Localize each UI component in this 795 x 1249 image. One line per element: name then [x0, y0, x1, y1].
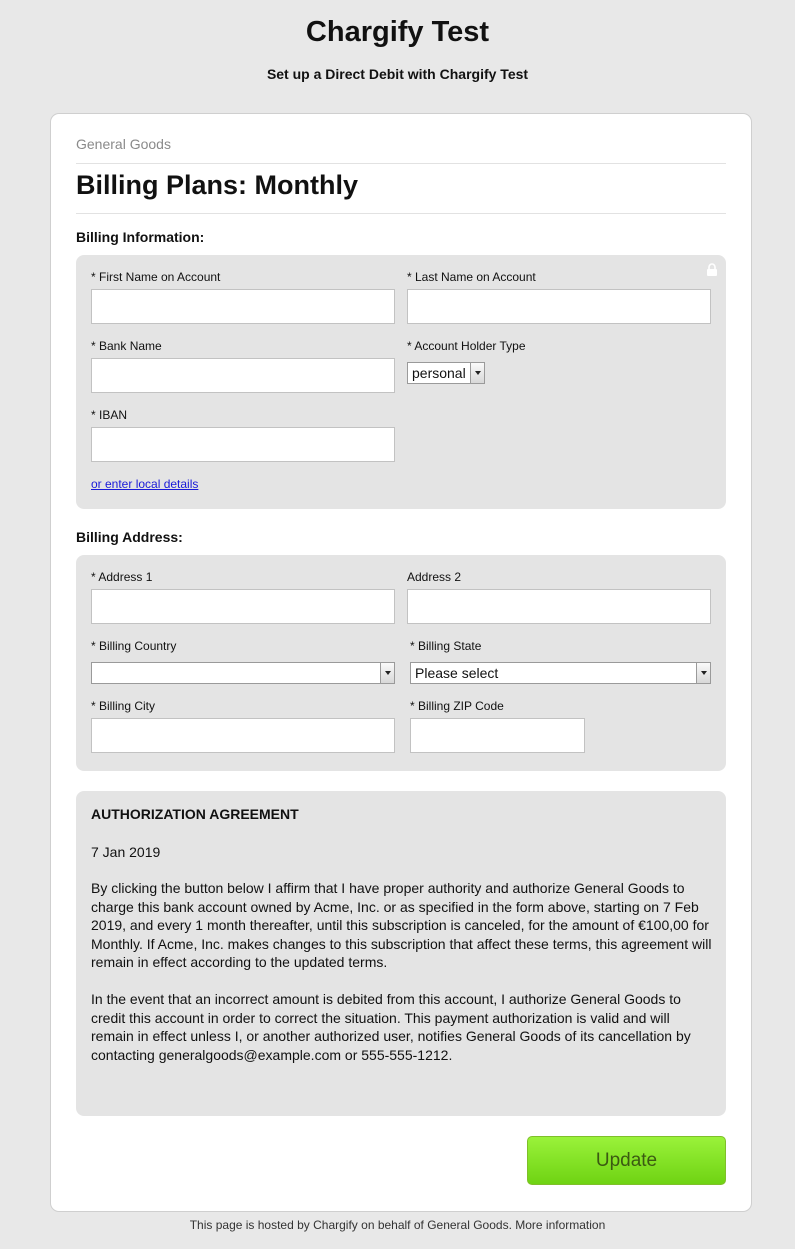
address1-label: * Address 1 — [91, 570, 153, 584]
first-name-label: * First Name on Account — [91, 270, 221, 284]
authorization-panel — [76, 791, 726, 1116]
iban-input[interactable] — [91, 427, 395, 462]
first-name-input[interactable] — [91, 289, 395, 324]
account-holder-type-label: * Account Holder Type — [407, 339, 526, 353]
account-holder-type-select[interactable] — [407, 362, 485, 384]
account-holder-type-value: personal — [412, 365, 466, 381]
last-name-input[interactable] — [407, 289, 711, 324]
last-name-label: * Last Name on Account — [407, 270, 536, 284]
authorization-paragraph: In the event that an incorrect amount is debited from this account, I authorize General Goods to credit this account in order to correct the situation. This payment authorization is valid and will remain in effect unless I, or another authorized user, notifies General Goods of its cancellation by contacting generalgoods@example.com or 555-555-1212. — [91, 991, 691, 1063]
billing-state-label: * Billing State — [410, 639, 482, 653]
billing-zip-input[interactable] — [410, 718, 585, 753]
page-subtitle: Set up a Direct Debit with Chargify Test — [266, 66, 529, 82]
local-details-link[interactable]: or enter local details — [91, 477, 199, 491]
billing-state-value: Please select — [415, 665, 499, 681]
billing-info-panel — [76, 255, 726, 509]
divider — [76, 163, 726, 164]
billing-country-select[interactable] — [91, 662, 395, 684]
billing-info-title: Billing Information: — [76, 229, 205, 245]
plan-title: Billing Plans: Monthly — [76, 170, 358, 200]
billing-city-input[interactable] — [91, 718, 395, 753]
bank-name-input[interactable] — [91, 358, 395, 393]
bank-name-label: * Bank Name — [91, 339, 162, 353]
page-title: Chargify Test — [305, 16, 490, 48]
lock-icon — [706, 263, 718, 276]
billing-country-label: * Billing Country — [91, 639, 177, 653]
address2-input[interactable] — [407, 589, 711, 624]
billing-address-title: Billing Address: — [76, 529, 183, 545]
authorization-paragraph: By clicking the button below I affirm that I have proper authority and authorize General Goods to charge this bank account owned by Acme, Inc. or as specified in the form above, starting on 7 Feb 2019, and every 1 month thereafter, until this subscription is canceled, for the amount of €100,00 for Monthly. If Acme, Inc. makes changes to this subscription that affect these terms, this agreement will remain in effect according to the updated terms. — [91, 880, 712, 970]
authorization-date: 7 Jan 2019 — [91, 844, 161, 860]
billing-city-label: * Billing City — [91, 699, 156, 713]
authorization-heading: AUTHORIZATION AGREEMENT — [91, 806, 299, 822]
chevron-down-icon — [696, 663, 710, 683]
address1-input[interactable] — [91, 589, 395, 624]
divider — [76, 213, 726, 214]
billing-state-select[interactable] — [410, 662, 711, 684]
update-button[interactable]: Update — [527, 1136, 726, 1185]
billing-zip-label: * Billing ZIP Code — [410, 699, 504, 713]
footer-text: This page is hosted by Chargify on behalf of General Goods. More information — [189, 1218, 606, 1232]
billing-address-panel — [76, 555, 726, 771]
chevron-down-icon — [380, 663, 394, 683]
chevron-down-icon — [470, 363, 484, 383]
merchant-name: General Goods — [76, 136, 171, 152]
address2-label: Address 2 — [407, 570, 462, 584]
form-card — [50, 113, 752, 1212]
iban-label: * IBAN — [91, 408, 128, 422]
